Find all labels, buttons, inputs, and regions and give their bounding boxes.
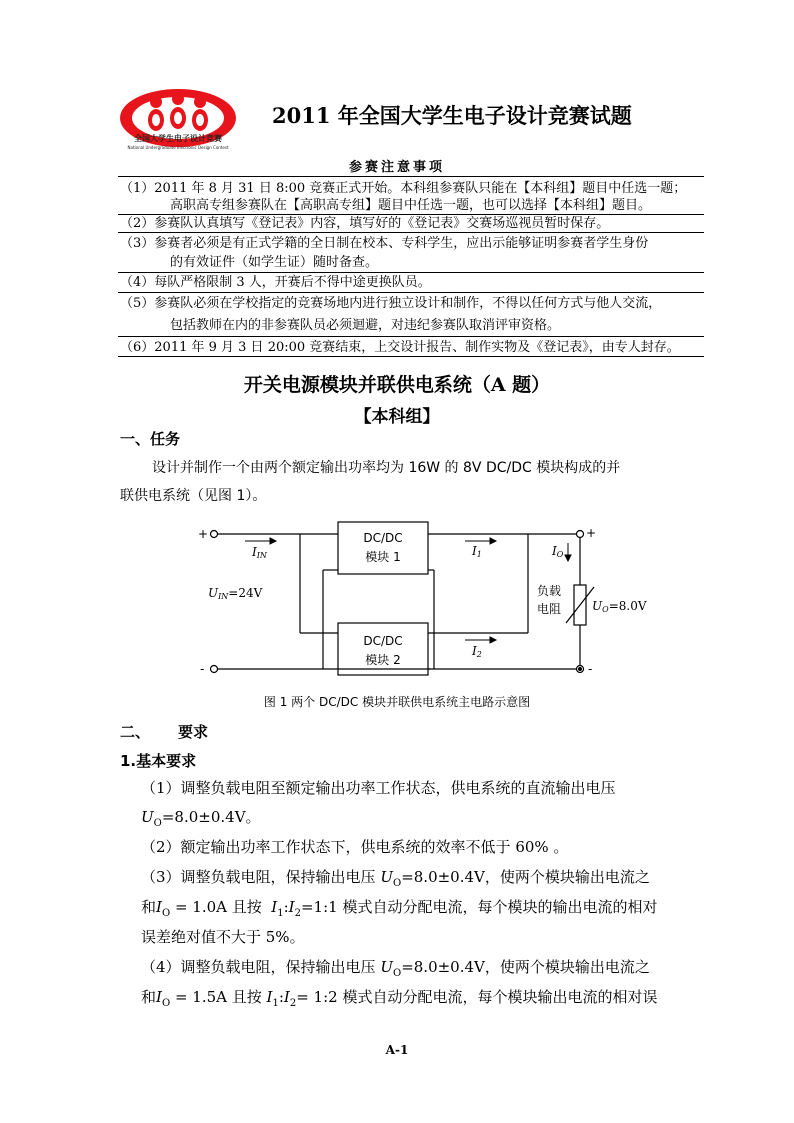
divider (118, 272, 704, 273)
problem-group: 【本科组】 (354, 407, 440, 427)
logo-graphic (116, 86, 240, 152)
requirement-3-cont: 和$I_O = 1.0A$ 且按 $I_1:I_2=1:1$ 模式自动分配电流，每个模块的输出电流的相对 (141, 898, 658, 919)
requirement-2: （2）额定输出功率工作状态下，供电系统的效率不低于 60% 。 (141, 838, 569, 856)
i2-label: I2 (472, 644, 482, 659)
notice-line: （3）参赛者必须是有正式学籍的全日制在校本、专科学生，应出示能够证明参赛者学生身份 (120, 236, 649, 251)
requirement-4: （4）调整负载电阻，保持输出电压 $U_O=8.0\pm 0.4V$，使两个模块输出电流之 (141, 958, 650, 979)
terminal-in-plus (211, 531, 218, 538)
divider (118, 336, 704, 337)
divider (118, 176, 704, 177)
requirements-heading-num: 二、 (120, 723, 151, 741)
logo (116, 86, 240, 152)
in-minus-label: - (200, 662, 205, 676)
requirement-3-end: 误差绝对值不大于 5%。 (141, 928, 305, 946)
out-plus-label: + (586, 526, 597, 540)
logo-text: 全国大学生电子设计竞赛 (134, 134, 222, 143)
requirement-3: （3）调整负载电阻，保持输出电压 $U_O=8.0\pm 0.4V$，使两个模块输出电流之 (141, 868, 650, 889)
notice-line: 的有效证件（如学生证）随时备查。 (170, 255, 379, 270)
basic-requirements-heading: 1.基本要求 (120, 752, 197, 770)
module-1-name: DC/DC (363, 531, 403, 545)
i1-label: I1 (472, 544, 482, 559)
module-2-name: DC/DC (363, 634, 403, 648)
requirement-4-cont: 和$I_O = 1.5A$ 且按 $I_1:I_2=$ 1:2 模式自动分配电流，每个模块输出电流的相对误 (141, 988, 658, 1009)
io-label: IO (552, 544, 564, 559)
notice-line: 高职高专组参赛队在【高职高专组】题目中任选一题，也可以选择【本科组】题目。 (170, 198, 652, 213)
notice-line: （5）参赛队必须在学校指定的竞赛场地内进行独立设计和制作，不得以任何方式与他人交流， (120, 296, 662, 311)
out-minus-label: - (588, 662, 593, 676)
load-label-line1: 负载 (537, 584, 562, 598)
task-text: 设计并制作一个由两个额定输出功率均为 16W 的 8V DC/DC 模块构成的并 (152, 460, 621, 476)
task-heading: 一、任务 (120, 430, 181, 448)
dc-dc-module-1 (338, 522, 428, 574)
dc-dc-module-2 (338, 623, 428, 675)
uo-label: UO=8.0V (592, 599, 647, 614)
notice-line: （1）2011 年 8 月 31 日 8:00 竞赛正式开始。本科组参赛队只能在【本科组】题目中任选一题； (120, 181, 687, 196)
iin-label: IIN (252, 545, 267, 560)
module-2-label: 模块 2 (365, 653, 401, 667)
notice-line: （6）2011 年 9 月 3 日 20:00 竞赛结束，上交设计报告、制作实物及《登记表》，由专人封存。 (120, 340, 680, 355)
terminal-in-minus (211, 666, 218, 673)
requirement-1-cont: $U_O=8.0\pm 0.4V$。 (141, 808, 261, 829)
problem-title: 开关电源模块并联供电系统（A 题） (243, 374, 551, 396)
logo-subtext: National Undergraduate Electronic Design Contest (127, 145, 229, 150)
notice-title: 参赛注意事项 (348, 160, 445, 175)
divider (118, 232, 704, 233)
requirement-1: （1）调整负载电阻至额定输出功率工作状态，供电系统的直流输出电压 (141, 779, 616, 797)
circuit-diagram (190, 515, 647, 690)
divider (118, 292, 704, 293)
figure-caption: 图 1 两个 DC/DC 模块并联供电系统主电路示意图 (263, 695, 531, 709)
page-title: 2011 年全国大学生电子设计竞赛试题 (272, 103, 632, 128)
in-plus-label: + (198, 527, 209, 541)
terminal-out-plus (577, 531, 584, 538)
notice-line: （4）每队严格限制 3 人，开赛后不得中途更换队员。 (120, 275, 431, 290)
task-text: 联供电系统（见图 1）。 (120, 488, 267, 504)
notice-line: （2）参赛队认真填写《登记表》内容，填写好的《登记表》交赛场巡视员暂时保存。 (120, 216, 610, 231)
notice-line: 包括教师在内的非参赛队员必须迴避，对违纪参赛队取消评审资格。 (170, 318, 561, 333)
requirements-heading: 要求 (178, 723, 209, 741)
uin-label: UIN=24V (208, 586, 263, 601)
divider (118, 214, 704, 215)
module-1-label: 模块 1 (365, 550, 401, 564)
page-number: A-1 (385, 1043, 409, 1057)
load-label-line2: 电阻 (537, 602, 562, 616)
divider (118, 356, 704, 357)
